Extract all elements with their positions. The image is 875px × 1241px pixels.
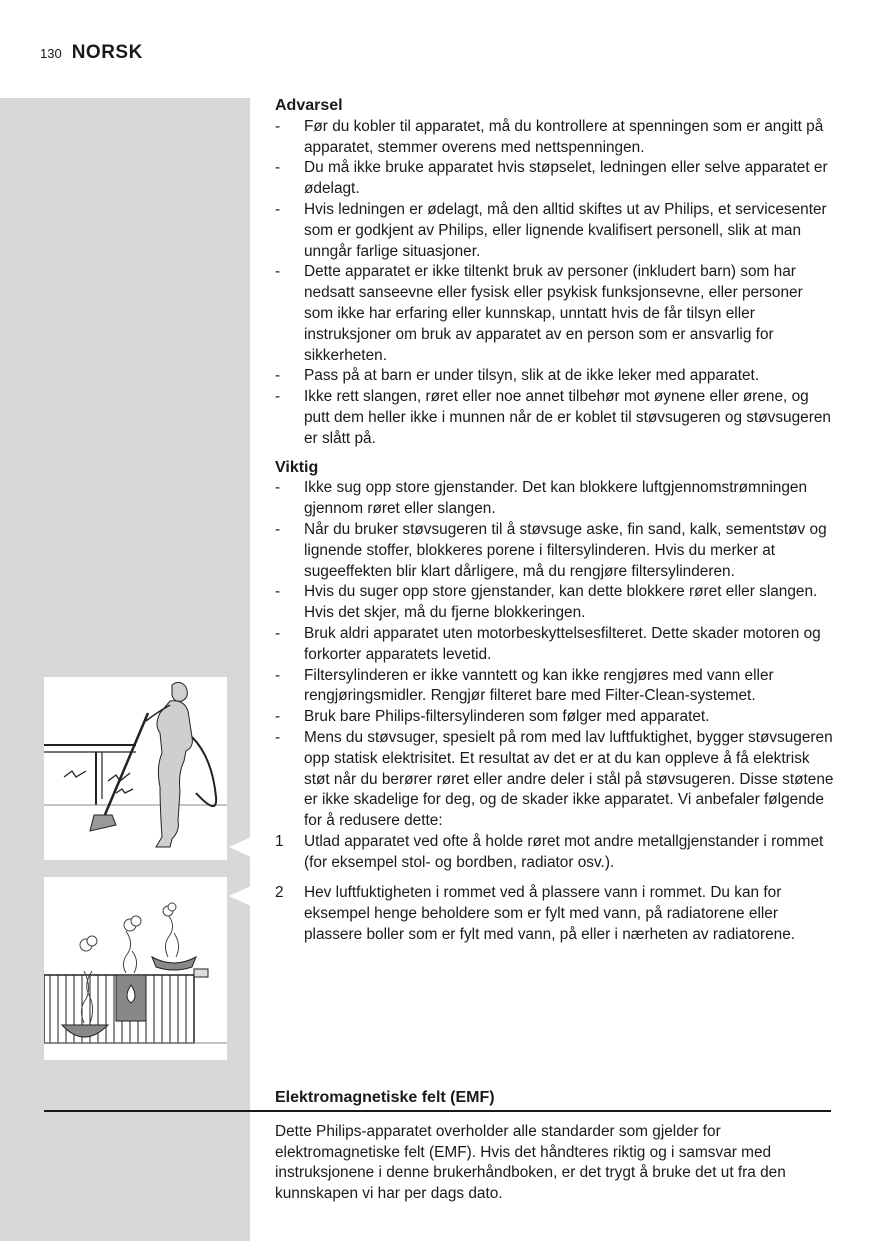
- step-item: 1 Utlad apparatet ved ofte å holde røret mot andre metallgjenstander i rommet (for eksempel stol- og bordben, radiator osv.).: [275, 832, 824, 871]
- main-content: [275, 96, 835, 946]
- radiator-humidity-illustration: [44, 877, 227, 1060]
- warning-list: [275, 117, 835, 450]
- list-item: - Før du kobler til apparatet, må du kontrollere at spenningen som er angitt på apparatet, stemmer overens med nettspenningen.: [275, 117, 824, 156]
- emf-body: Dette Philips-apparatet overholder alle standarder som gjelder for elektromagnetiske felt (EMF). Hvis det håndteres riktig og i samsvar med instruksjonene i denne brukerhåndboken, er det trygt å bruke det ut fra den kunnskapen vi har per dags dato.: [275, 1122, 786, 1203]
- important-heading: Viktig: [275, 458, 319, 476]
- list-item: - Ikke rett slangen, røret eller noe annet tilbehør mot øynene eller ørene, og putt dem heller ikke i munnen når de er koblet til støvsugeren og støvsugeren er slått på.: [275, 388, 831, 447]
- person-vacuuming-icon: [44, 677, 227, 860]
- figure-pointer-2: [229, 886, 251, 906]
- steps-list: [275, 832, 835, 946]
- page-header: [40, 42, 143, 64]
- illustration-sidebar: [0, 98, 250, 1241]
- important-list: [275, 478, 835, 832]
- list-item: - Pass på at barn er under tilsyn, slik at de ikke leker med apparatet.: [275, 367, 760, 385]
- warning-heading: Advarsel: [275, 97, 343, 114]
- list-item: - Når du bruker støvsugeren til å støvsuge aske, fin sand, kalk, sementstøv og lignende stoffer, blokkeres porene i filtersylinderen. Hvis du merker at sugeeffekten blir klart dårligere, må du rengjøre filtersylinderen.: [275, 520, 827, 580]
- list-item: - Dette apparatet er ikke tiltenkt bruk av personer (inkludert barn) som har nedsatt sanseevne eller fysisk eller psykisk funksjonsevne, eller personer som ikke har erfaring eller kunnskap, unntatt hvis de får tilsyn eller instruksjoner om bruk av apparatet av en person som er ansvarlig for sikkerheten.: [275, 263, 803, 364]
- step-item: 2 Hev luftfuktigheten i rommet ved å plassere vann i rommet. Du kan for eksempel henge beholdere som er fylt med vann, på radiatorene eller plassere boller som er fylt med vann, på eller i nærheten av radiatorene.: [275, 884, 796, 944]
- list-item: - Mens du støvsuger, spesielt på rom med lav luftfuktighet, bygger støvsugeren opp statisk elektrisitet. Et resultat av det er at du kan oppleve å få elektrisk støt når du berører røret eller andre deler i stål på støvsugeren. Disse støtene er ikke skadelige for deg, og de skader ikke apparatet. Vi anbefaler følgende for å redusere dette:: [275, 728, 834, 830]
- list-item: - Hvis du suger opp store gjenstander, kan dette blokkere røret eller slangen. Hvis det skjer, må du fjerne blokkeringen.: [275, 583, 818, 622]
- list-item: - Hvis ledningen er ødelagt, må den alltid skiftes ut av Philips, et servicesenter som er godkjent av Philips, eller lignende kvalifisert personell, slik at man unngår farlige situasjoner.: [275, 200, 827, 260]
- list-item: - Bruk aldri apparatet uten motorbeskyttelsesfilteret. Dette skader motoren og forkorter apparatets levetid.: [275, 624, 821, 663]
- list-item: - Du må ikke bruke apparatet hvis støpselet, ledningen eller selve apparatet er ødelagt.: [275, 159, 828, 198]
- radiator-water-bowls-icon: [44, 877, 227, 1060]
- figure-pointer-1: [229, 837, 251, 857]
- section-language-title: NORSK: [71, 42, 143, 63]
- list-item: - Bruk bare Philips-filtersylinderen som følger med apparatet.: [275, 708, 710, 726]
- list-item: - Filtersylinderen er ikke vanntett og kan ikke rengjøres med vann eller rengjøringsmidler. Rengjør filteret bare med Filter-Clean-systemet.: [275, 666, 774, 705]
- list-item: - Ikke sug opp store gjenstander. Det kan blokkere luftgjennomstrømningen gjennom røret eller slangen.: [275, 479, 808, 518]
- vacuum-static-shock-illustration: [44, 677, 227, 860]
- page-number: 130: [40, 46, 62, 61]
- emf-heading: Elektromagnetiske felt (EMF): [275, 1089, 495, 1106]
- emf-section: [275, 1088, 831, 1205]
